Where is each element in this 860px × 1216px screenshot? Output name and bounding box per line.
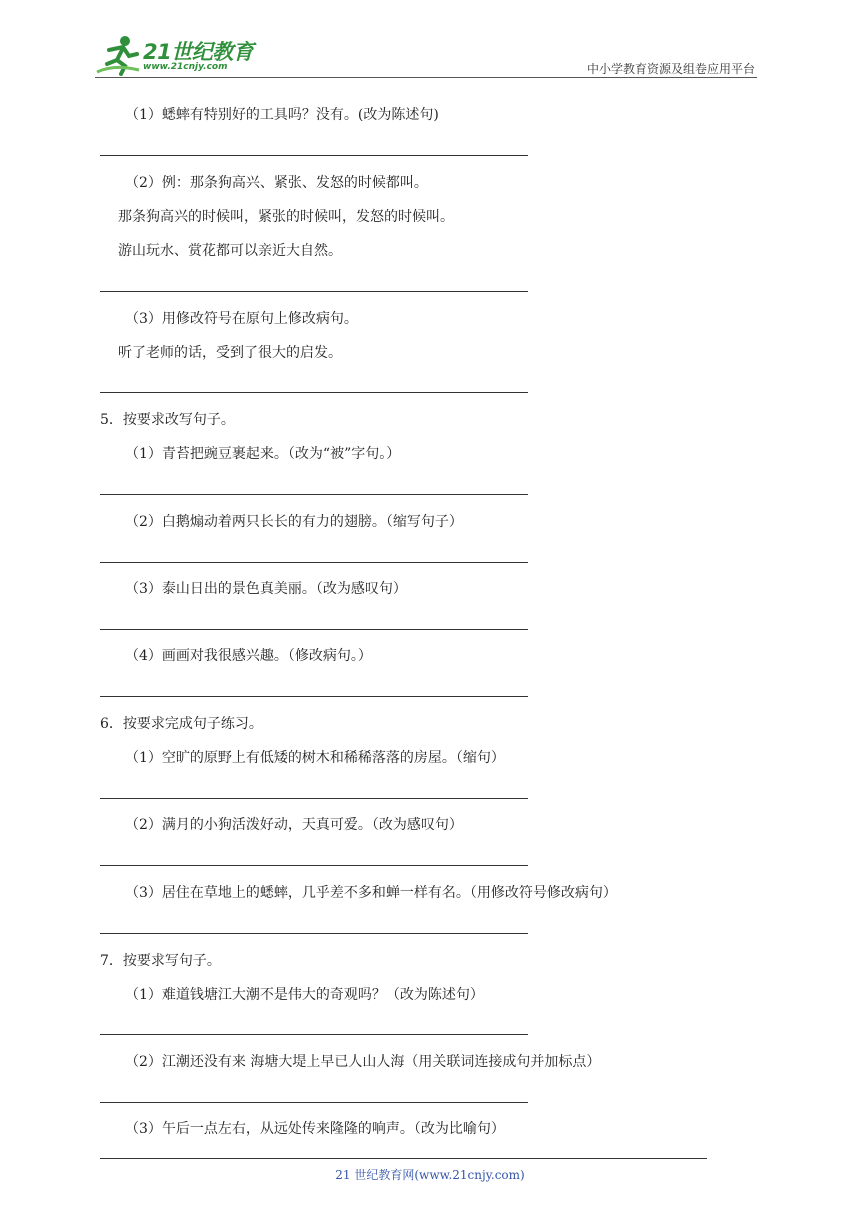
- q6-part2-prompt: （2）满月的小狗活泼好动，天真可爱。（改为感叹句）: [125, 817, 463, 833]
- q5-part1-answer-line[interactable]: [100, 494, 528, 495]
- runner-icon: [95, 34, 141, 76]
- q4-part2-answer-line[interactable]: [100, 291, 528, 292]
- footer-link[interactable]: 21 世纪教育网(www.21cnjy.com): [335, 1168, 525, 1182]
- q7-title: 7．按要求写句子。: [100, 953, 221, 969]
- footer-divider: [100, 1158, 707, 1159]
- q4-part3-answer-line[interactable]: [100, 392, 528, 393]
- q7-part1-answer-line[interactable]: [100, 1034, 528, 1035]
- q4-part2-prompt: （2）例：那条狗高兴、紧张、发怒的时候都叫。: [125, 175, 428, 191]
- header-tagline: 中小学教育资源及组卷应用平台: [586, 62, 755, 76]
- q7-part3-prompt: （3）午后一点左右，从远处传来隆隆的响声。（改为比喻句）: [125, 1121, 505, 1137]
- header-divider: [95, 77, 757, 78]
- q5-part3-answer-line[interactable]: [100, 629, 528, 630]
- q5-part2-answer-line[interactable]: [100, 562, 528, 563]
- q7-part2-answer-line[interactable]: [100, 1102, 528, 1103]
- logo-url: www.21cnjy.com: [143, 62, 228, 72]
- q7-part2-prompt: （2）江潮还没有来 海塘大堤上早已人山人海（用关联词连接成句并加标点）: [125, 1054, 601, 1070]
- q4-part1-answer-line[interactable]: [100, 155, 528, 156]
- q6-part1-answer-line[interactable]: [100, 798, 528, 799]
- logo-text: 21世纪教育: [143, 40, 254, 64]
- q4-part1-prompt: （1）蟋蟀有特别好的工具吗？没有。(改为陈述句): [125, 107, 439, 123]
- q6-part2-answer-line[interactable]: [100, 865, 528, 866]
- q5-part2-prompt: （2）白鹅煽动着两只长长的有力的翅膀。（缩写句子）: [125, 514, 463, 530]
- q5-part3-prompt: （3）泰山日出的景色真美丽。（改为感叹句）: [125, 581, 407, 597]
- q7-part1-prompt: （1）难道钱塘江大潮不是伟大的奇观吗？（改为陈述句）: [125, 987, 484, 1003]
- logo: [95, 34, 265, 76]
- page-header: [95, 30, 757, 78]
- q6-part3-answer-line[interactable]: [100, 933, 528, 934]
- q5-part4-prompt: （4）画画对我很感兴趣。（修改病句。）: [125, 648, 372, 664]
- q6-part3-prompt: （3）居住在草地上的蟋蟀，几乎差不多和蝉一样有名。（用修改符号修改病句）: [125, 885, 617, 901]
- q6-title: 6．按要求完成句子练习。: [100, 716, 263, 732]
- q5-part4-answer-line[interactable]: [100, 696, 528, 697]
- q4-part3-prompt: （3）用修改符号在原句上修改病句。: [125, 311, 358, 327]
- q4-part2-example: 那条狗高兴的时候叫，紧张的时候叫，发怒的时候叫。: [118, 209, 454, 225]
- q5-part1-prompt: （1）青苔把豌豆裹起来。（改为“被”字句。）: [125, 446, 401, 462]
- q6-part1-prompt: （1）空旷的原野上有低矮的树木和稀稀落落的房屋。（缩句）: [125, 750, 505, 766]
- q4-part3-sentence: 听了老师的话，受到了很大的启发。: [118, 345, 342, 361]
- q5-title: 5．按要求改写句子。: [100, 412, 235, 428]
- q4-part2-task: 游山玩水、赏花都可以亲近大自然。: [118, 243, 342, 259]
